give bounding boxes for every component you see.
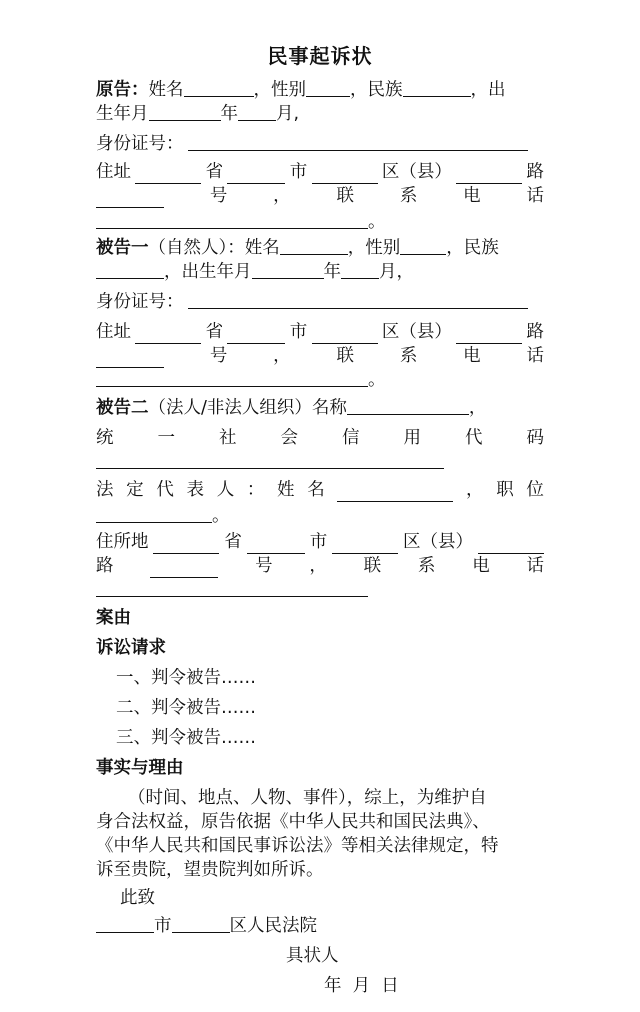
closing-salutation: 此致	[120, 888, 155, 908]
defendant2-number-blank[interactable]	[150, 559, 218, 578]
defendant1-name-blank[interactable]	[280, 236, 348, 255]
defendant1-id-line: 身份证号：	[96, 290, 544, 314]
facts-heading: 事实与理由	[96, 758, 184, 778]
plaintiff-city-blank[interactable]	[227, 165, 285, 184]
document-title: 民事起诉状	[267, 44, 373, 68]
facts-line: 诉至贵院，望贵院判如所诉。	[96, 860, 324, 880]
plaintiff-id-blank[interactable]	[188, 132, 528, 151]
defendant1-gender-blank[interactable]	[400, 236, 446, 255]
defendant1-birth-month-blank[interactable]	[341, 260, 379, 279]
plaintiff-birth-year-blank[interactable]	[149, 102, 221, 121]
defendant2-line-1: 被告二（法人/非法人组织）名称 ，	[96, 398, 487, 418]
defendant2-phone-line	[96, 578, 544, 602]
plaintiff-number-blank[interactable]	[96, 189, 164, 208]
claim-item: 三、判令被告……	[116, 728, 256, 748]
plaintiff-line-1: 原告：姓名 ，性别 ，民族 ，出	[96, 80, 506, 100]
claim-item: 一、判令被告……	[116, 668, 256, 688]
defendant2-rep-name-blank[interactable]	[337, 483, 453, 502]
facts-line: 身合法权益，原告依据《中华人民共和国民法典》、	[96, 812, 490, 832]
signer-label: 具状人	[286, 946, 339, 966]
defendant2-district-blank[interactable]	[332, 535, 398, 554]
defendant1-phone-line: 。	[96, 368, 544, 392]
defendant1-addr-line-2: 号 ， 联 系 电 话	[96, 344, 544, 368]
defendant2-label: 被告二	[96, 398, 149, 418]
plaintiff-phone-blank[interactable]	[96, 210, 368, 229]
defendant2-addr-line-2: 路 号 ， 联 系 电 话	[96, 556, 544, 576]
defendant1-road-blank[interactable]	[456, 325, 522, 344]
date-line: 年 月 日	[324, 976, 399, 996]
plaintiff-phone-line: 。	[96, 210, 544, 234]
defendant2-province-blank[interactable]	[153, 535, 219, 554]
plaintiff-gender-blank[interactable]	[306, 78, 350, 97]
court-line: 市 区人民法院	[96, 914, 544, 938]
case-cause-heading: 案由	[96, 608, 131, 628]
defendant1-id-blank[interactable]	[188, 290, 528, 309]
claims-heading: 诉讼请求	[96, 638, 166, 658]
defendant2-credit-code-line	[96, 450, 544, 474]
defendant1-province-blank[interactable]	[135, 325, 201, 344]
defendant1-line-2: ，出生年月 年 月，	[96, 260, 544, 284]
defendant1-number-blank[interactable]	[96, 349, 164, 368]
defendant1-ethnic-blank[interactable]	[96, 260, 164, 279]
facts-line: 《中华人民共和国民事诉讼法》等相关法律规定，特	[96, 836, 499, 856]
defendant2-credit-code-blank[interactable]	[96, 450, 444, 469]
plaintiff-ethnic-blank[interactable]	[403, 78, 471, 97]
defendant1-city-blank[interactable]	[227, 325, 285, 344]
defendant1-phone-blank[interactable]	[96, 368, 368, 387]
claim-item: 二、判令被告……	[116, 698, 256, 718]
defendant2-city-blank[interactable]	[247, 535, 305, 554]
defendant2-position-line: 。	[96, 504, 544, 528]
plaintiff-district-blank[interactable]	[312, 165, 378, 184]
defendant2-rep-line: 法 定 代 表 人 ： 姓 名 ， 职 位	[96, 480, 544, 500]
plaintiff-label: 原告：	[96, 80, 149, 100]
defendant2-position-blank[interactable]	[96, 504, 212, 523]
plaintiff-province-blank[interactable]	[135, 165, 201, 184]
court-district-blank[interactable]	[172, 914, 230, 933]
defendant1-birth-year-blank[interactable]	[252, 260, 324, 279]
defendant1-district-blank[interactable]	[312, 325, 378, 344]
plaintiff-addr-line: 住址 省 市 区（县） 路	[96, 162, 544, 182]
defendant2-name-blank[interactable]	[347, 396, 469, 415]
court-city-blank[interactable]	[96, 914, 154, 933]
plaintiff-id-line: 身份证号：	[96, 132, 544, 156]
plaintiff-name-blank[interactable]	[184, 78, 254, 97]
defendant2-addr-line: 住所地 省 市 区（县）	[96, 530, 544, 554]
plaintiff-birth-month-blank[interactable]	[238, 102, 276, 121]
plaintiff-addr-line-2: 号 ， 联 系 电 话	[96, 184, 544, 208]
plaintiff-road-blank[interactable]	[456, 165, 522, 184]
plaintiff-line-2: 生年月 年 月,	[96, 104, 300, 124]
defendant1-addr-line: 住址 省 市 区（县） 路	[96, 322, 544, 342]
defendant2-road-blank[interactable]	[478, 535, 544, 554]
defendant2-phone-blank[interactable]	[96, 578, 368, 597]
defendant1-line-1: 被告一（自然人）：姓名 ，性别 ，民族	[96, 238, 499, 258]
defendant2-credit-code-label: 统 一 社 会 信 用 代 码	[96, 428, 544, 448]
facts-line: （时间、地点、人物、事件），综上，为维护自	[128, 788, 487, 808]
defendant1-label: 被告一	[96, 238, 149, 258]
